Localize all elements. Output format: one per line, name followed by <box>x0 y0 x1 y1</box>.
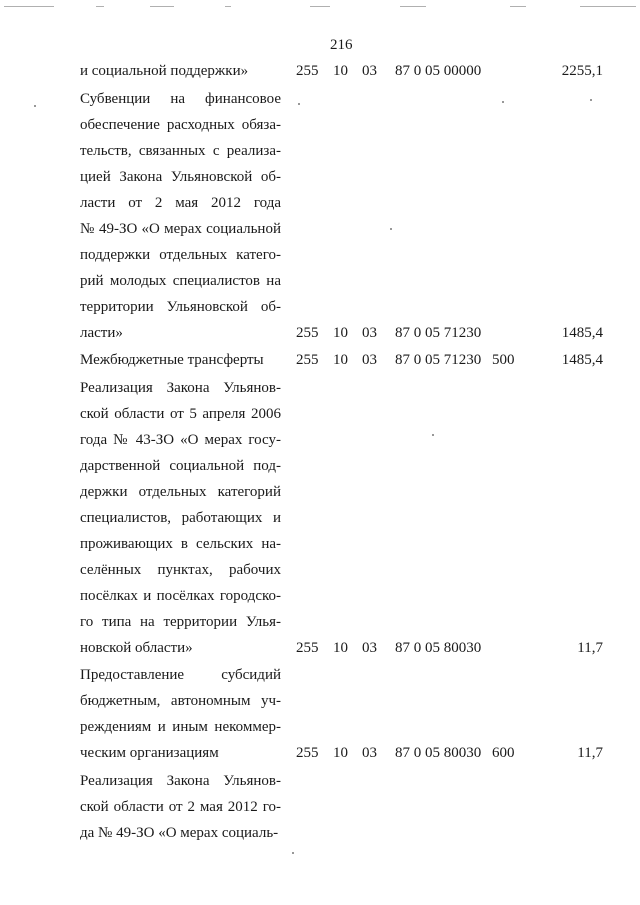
description-line: ской области от 5 апреля 2006 <box>80 405 281 422</box>
amount: 1485,4 <box>561 324 603 341</box>
expense-type-code: 600 <box>492 745 515 762</box>
target-article-code: 87 0 05 71230 <box>395 352 482 369</box>
description-line: держки отдельных категорий <box>80 483 281 500</box>
description-line: да № 49-ЗО «О мерах социаль- <box>80 825 279 841</box>
description-line: территории Ульяновской об- <box>80 298 281 315</box>
description-line: селённых пунктах, рабочих <box>80 561 281 578</box>
subsection-code: 03 <box>362 639 377 656</box>
subsection-code: 03 <box>362 352 377 369</box>
row-description <box>80 768 281 846</box>
scan-speck <box>590 99 592 101</box>
page-number: 216 <box>330 37 353 53</box>
row-description <box>80 662 281 766</box>
description-line: специалистов, работающих и <box>80 509 281 526</box>
description-line: бюджетным, автономным уч- <box>80 693 281 710</box>
section-code: 10 <box>333 63 348 79</box>
description-line: обеспечение расходных обяза- <box>80 116 281 133</box>
subsection-code: 03 <box>362 63 377 79</box>
description-line: Реализация Закона Ульянов- <box>80 379 281 396</box>
scan-speck <box>390 228 392 230</box>
description-line: ласти» <box>80 324 123 341</box>
description-line: года № 43-ЗО «О мерах госу- <box>80 431 281 448</box>
scan-top-edge <box>0 0 640 14</box>
description-line: проживающих в сельских на- <box>80 535 281 552</box>
target-article-code: 87 0 05 71230 <box>395 324 482 341</box>
row-description <box>80 58 281 84</box>
description-line: и социальной поддержки» <box>80 63 249 79</box>
row-description <box>80 86 281 346</box>
description-line: ческим организациям <box>80 745 219 762</box>
row-description <box>80 347 281 373</box>
description-line: цией Закона Ульяновской об- <box>80 168 281 185</box>
ved-code: 255 <box>296 352 319 369</box>
description-line: ласти от 2 мая 2012 года <box>80 194 281 211</box>
section-code: 10 <box>333 639 348 656</box>
amount: 11,7 <box>577 745 603 762</box>
expense-type-code: 500 <box>492 352 515 369</box>
scan-speck <box>34 105 36 107</box>
target-article-code: 87 0 05 00000 <box>395 63 482 79</box>
subsection-code: 03 <box>362 745 377 762</box>
description-line: тельств, связанных с реализа- <box>80 142 281 159</box>
ved-code: 255 <box>296 745 319 762</box>
description-line: поддержки отдельных катего- <box>80 246 281 263</box>
target-article-code: 87 0 05 80030 <box>395 745 482 762</box>
amount: 1485,4 <box>561 352 603 369</box>
description-line: го типа на территории Улья- <box>80 613 281 630</box>
description-line: № 49-ЗО «О мерах социальной <box>80 220 281 237</box>
description-line: рий молодых специалистов на <box>80 272 281 289</box>
row-description <box>80 375 281 661</box>
description-line: новской области» <box>80 639 193 656</box>
description-line: Субвенции на финансовое <box>80 90 281 107</box>
section-code: 10 <box>333 352 348 369</box>
ved-code: 255 <box>296 63 319 79</box>
target-article-code: 87 0 05 80030 <box>395 639 482 656</box>
description-line: посёлках и посёлках городско- <box>80 587 281 604</box>
description-line: реждениям и иным некоммер- <box>80 719 281 736</box>
subsection-code: 03 <box>362 324 377 341</box>
ved-code: 255 <box>296 324 319 341</box>
description-line: Предоставление субсидий <box>80 667 281 684</box>
section-code: 10 <box>333 324 348 341</box>
ved-code: 255 <box>296 639 319 656</box>
scan-speck <box>432 434 434 436</box>
description-line: Межбюджетные трансферты <box>80 352 264 369</box>
section-code: 10 <box>333 745 348 762</box>
description-line: Реализация Закона Ульянов- <box>80 773 281 789</box>
scan-speck <box>502 101 504 103</box>
scan-speck <box>298 103 300 105</box>
amount: 2255,1 <box>561 63 603 79</box>
description-line: дарственной социальной под- <box>80 457 281 474</box>
description-line: ской области от 2 мая 2012 го- <box>80 799 281 815</box>
scan-speck <box>292 852 294 854</box>
amount: 11,7 <box>577 639 603 656</box>
